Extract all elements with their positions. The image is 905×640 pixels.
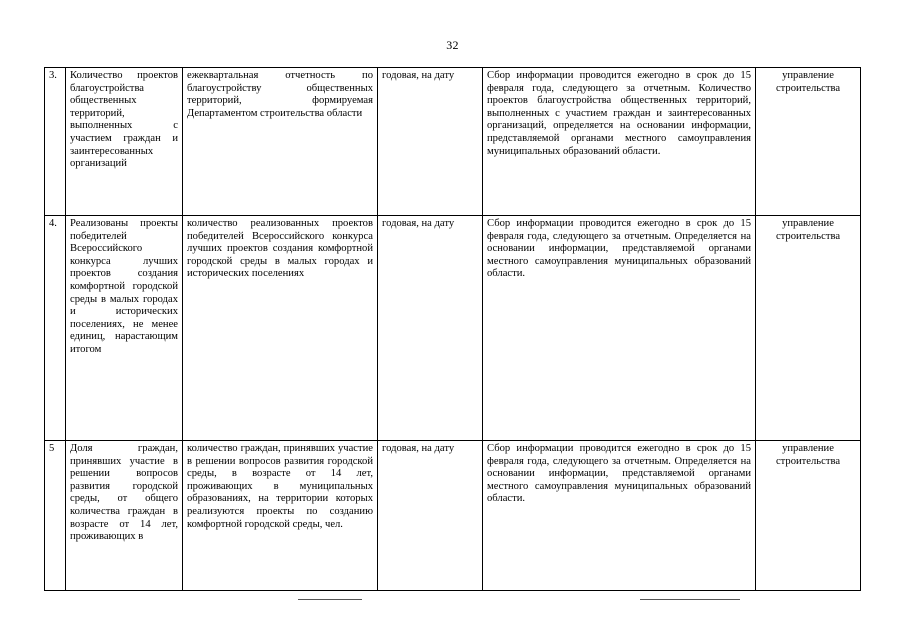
- calculation-method: ежеквартальная отчетность по благоустройству общественных территорий, формируемая Департаментом строительства области: [183, 68, 378, 216]
- scan-artifact-line: [640, 599, 740, 600]
- responsible-body: управление строительства: [756, 441, 861, 591]
- table-row: [45, 216, 861, 441]
- indicators-table: [44, 67, 861, 591]
- collection-algorithm: Сбор информации проводится ежегодно в срок до 15 февраля года, следующего за отчетным. Количество проектов благоустройства общественных территорий, выполненных с участием граждан и заинтересованных организаций, определяется на основании информации, представляемой органами местного самоуправления муниципальных образований области.: [483, 68, 756, 216]
- page-number: 32: [446, 38, 459, 52]
- table-row: [45, 68, 861, 216]
- indicator-name: Доля граждан, принявших участие в решении вопросов развития городской среды, от общего количества граждан в возрасте от 14 лет, проживающих в: [66, 441, 183, 591]
- scan-artifact-line: [298, 599, 362, 600]
- reporting-period: годовая, на дату: [378, 216, 483, 441]
- collection-algorithm: Сбор информации проводится ежегодно в срок до 15 февраля года, следующего за отчетным. Определяется на основании информации, представляемой органами местного самоуправления муниципальных образований области.: [483, 441, 756, 591]
- calculation-method: количество граждан, принявших участие в решении вопросов развития городской среды, в возрасте от 14 лет, проживающих в муниципальных образованиях, на территории которых реализуются проекты по созданию комфортной городской среды, чел.: [183, 441, 378, 591]
- reporting-period: годовая, на дату: [378, 441, 483, 591]
- row-number: 5: [45, 441, 66, 591]
- row-number: 4.: [45, 216, 66, 441]
- indicator-name: Количество проектов благоустройства общественных территорий, выполненных с участием граждан и заинтересованных организаций: [66, 68, 183, 216]
- table-row: [45, 441, 861, 591]
- calculation-method: количество реализованных проектов победителей Всероссийского конкурса лучших проектов создания комфортной городской среды в малых городах и исторических поселениях: [183, 216, 378, 441]
- responsible-body: управление строительства: [756, 216, 861, 441]
- collection-algorithm: Сбор информации проводится ежегодно в срок до 15 февраля года, следующего за отчетным. Определяется на основании информации, представляемой органами местного самоуправления муниципальных образований области.: [483, 216, 756, 441]
- responsible-body: управление строительства: [756, 68, 861, 216]
- indicator-name: Реализованы проекты победителей Всероссийского конкурса лучших проектов создания комфортной городской среды в малых городах и исторических поселениях, не менее единиц, нарастающим итогом: [66, 216, 183, 441]
- reporting-period: годовая, на дату: [378, 68, 483, 216]
- row-number: 3.: [45, 68, 66, 216]
